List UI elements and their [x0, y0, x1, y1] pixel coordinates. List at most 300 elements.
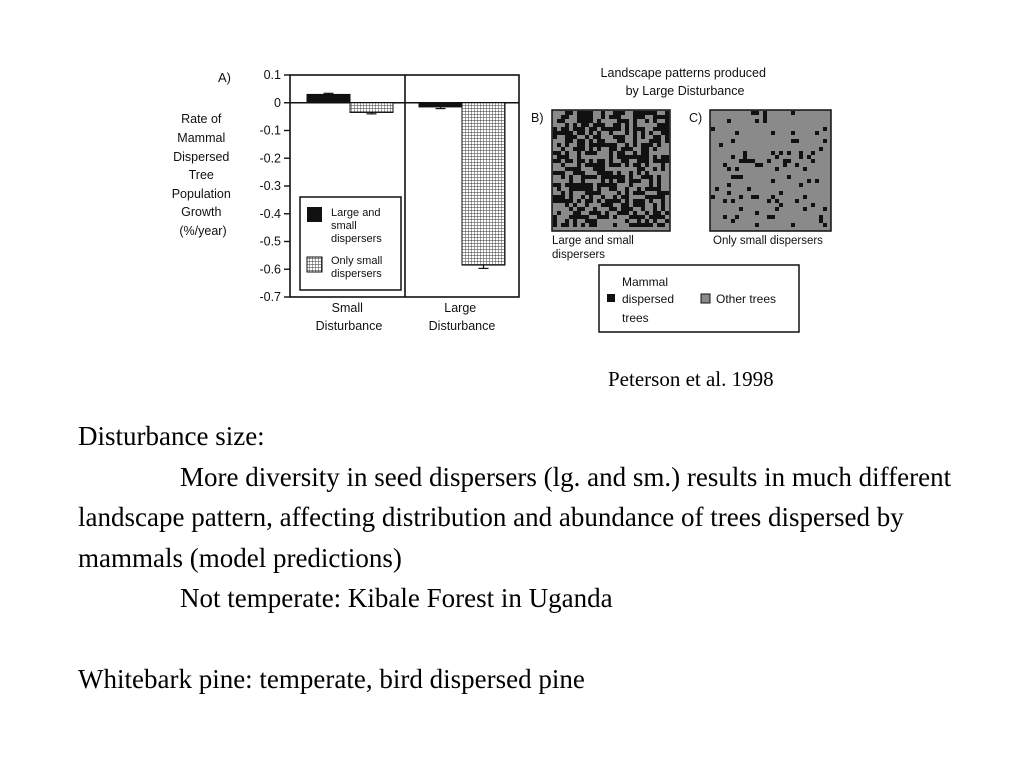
- mammal-tree-patch: [637, 191, 641, 195]
- mammal-tree-patch: [597, 211, 601, 215]
- mammal-tree-patch: [787, 159, 791, 163]
- mammal-tree-patch: [755, 163, 759, 167]
- mammal-tree-patch: [593, 127, 597, 131]
- mammal-tree-patch: [577, 163, 581, 167]
- mammal-tree-patch: [795, 163, 799, 167]
- mammal-tree-patch: [807, 155, 811, 159]
- mammal-tree-patch: [617, 163, 621, 167]
- mammal-tree-patch: [771, 151, 775, 155]
- mammal-tree-patch: [577, 127, 581, 131]
- mammal-tree-patch: [593, 211, 597, 215]
- mammal-tree-patch: [629, 207, 633, 211]
- bar-only-small-small-disturbance: [350, 103, 393, 113]
- mammal-tree-patch: [657, 183, 661, 187]
- mammal-tree-patch: [633, 139, 637, 143]
- mammal-tree-patch: [633, 143, 637, 147]
- mammal-tree-patch: [629, 171, 633, 175]
- mammal-tree-patch: [739, 159, 743, 163]
- mammal-tree-patch: [625, 199, 629, 203]
- mammal-tree-patch: [719, 143, 723, 147]
- mammal-tree-patch: [661, 199, 665, 203]
- mammal-tree-patch: [649, 223, 653, 227]
- mammal-tree-patch: [617, 127, 621, 131]
- mammal-tree-patch: [633, 127, 637, 131]
- mammal-tree-patch: [625, 163, 629, 167]
- mammal-tree-patch: [601, 203, 605, 207]
- mammal-tree-patch: [633, 163, 637, 167]
- mammal-tree-patch: [577, 159, 581, 163]
- mammal-tree-patch: [637, 215, 641, 219]
- mammal-tree-patch: [715, 187, 719, 191]
- mammal-tree-patch: [811, 151, 815, 155]
- mammal-tree-patch: [645, 155, 649, 159]
- mammal-tree-patch: [791, 139, 795, 143]
- landscape-legend: [599, 265, 799, 332]
- mammal-tree-patch: [625, 219, 629, 223]
- mammal-tree-patch: [633, 203, 637, 207]
- mammal-tree-patch: [625, 187, 629, 191]
- mammal-tree-patch: [605, 143, 609, 147]
- legend-swatch-only-small: [307, 257, 322, 272]
- mammal-tree-patch: [759, 163, 763, 167]
- mammal-tree-patch: [613, 187, 617, 191]
- mammal-tree-patch: [597, 143, 601, 147]
- mammal-tree-patch: [577, 119, 581, 123]
- body-paragraph-diversity: More diversity in seed dispersers (lg. and sm.) results in much different landscape pattern, affecting distribution and abundance of trees dispersed by mammals (model predictions): [78, 461, 952, 573]
- mammal-tree-patch: [613, 215, 617, 219]
- mammal-tree-patch: [605, 175, 609, 179]
- mammal-tree-patch: [637, 115, 641, 119]
- mammal-tree-patch: [569, 139, 573, 143]
- mammal-tree-patch: [653, 219, 657, 223]
- mammal-tree-patch: [625, 123, 629, 127]
- mammal-tree-patch: [621, 147, 625, 151]
- mammal-tree-patch: [617, 175, 621, 179]
- mammal-tree-patch: [731, 199, 735, 203]
- mammal-tree-patch: [589, 175, 593, 179]
- mammal-tree-patch: [613, 147, 617, 151]
- mammal-tree-patch: [661, 167, 665, 171]
- mammal-tree-patch: [621, 175, 625, 179]
- mammal-tree-patch: [625, 203, 629, 207]
- bar-large-small-small-disturbance: [307, 94, 350, 102]
- mammal-tree-patch: [609, 151, 613, 155]
- mammal-tree-patch: [645, 171, 649, 175]
- mammal-tree-patch: [577, 183, 581, 187]
- mammal-tree-patch: [581, 131, 585, 135]
- mammal-tree-patch: [609, 187, 613, 191]
- mammal-tree-patch: [633, 111, 637, 115]
- mammal-tree-patch: [573, 211, 577, 215]
- legend-swatch-mammal-trees: [607, 294, 615, 302]
- mammal-tree-patch: [661, 127, 665, 131]
- mammal-tree-patch: [795, 199, 799, 203]
- legend-label-mammal-trees: Mammal dispersed trees: [622, 275, 675, 325]
- x-category-small: Small Disturbance: [315, 301, 383, 333]
- mammal-tree-patch: [661, 223, 665, 227]
- mammal-tree-patch: [605, 171, 609, 175]
- mammal-tree-patch: [823, 207, 827, 211]
- mammal-tree-patch: [645, 151, 649, 155]
- mammal-tree-patch: [617, 115, 621, 119]
- mammal-tree-patch: [601, 195, 605, 199]
- mammal-tree-patch: [569, 111, 573, 115]
- mammal-tree-patch: [657, 115, 661, 119]
- mammal-tree-patch: [751, 159, 755, 163]
- mammal-tree-patch: [577, 147, 581, 151]
- mammal-tree-patch: [557, 119, 561, 123]
- mammal-tree-patch: [649, 195, 653, 199]
- mammal-tree-patch: [823, 139, 827, 143]
- mammal-tree-patch: [597, 147, 601, 151]
- mammal-tree-patch: [601, 215, 605, 219]
- landscape-title: Landscape patterns produced by Large Disturbance: [600, 66, 766, 98]
- mammal-tree-patch: [637, 171, 641, 175]
- mammal-tree-patch: [565, 131, 569, 135]
- mammal-tree-patch: [661, 115, 665, 119]
- mammal-tree-patch: [641, 127, 645, 131]
- mammal-tree-patch: [755, 111, 759, 115]
- mammal-tree-patch: [617, 111, 621, 115]
- mammal-tree-patch: [577, 199, 581, 203]
- mammal-tree-patch: [613, 223, 617, 227]
- mammal-tree-patch: [771, 131, 775, 135]
- mammal-tree-patch: [585, 111, 589, 115]
- mammal-tree-patch: [617, 211, 621, 215]
- mammal-tree-patch: [637, 219, 641, 223]
- mammal-tree-patch: [553, 135, 557, 139]
- mammal-tree-patch: [581, 115, 585, 119]
- mammal-tree-patch: [625, 159, 629, 163]
- mammal-tree-patch: [581, 179, 585, 183]
- mammal-tree-patch: [561, 223, 565, 227]
- mammal-tree-patch: [585, 163, 589, 167]
- mammal-tree-patch: [621, 203, 625, 207]
- y-axis: [259, 68, 290, 304]
- mammal-tree-patch: [557, 151, 561, 155]
- mammal-tree-patch: [645, 223, 649, 227]
- mammal-tree-patch: [577, 131, 581, 135]
- mammal-tree-patch: [625, 207, 629, 211]
- mammal-tree-patch: [653, 115, 657, 119]
- mammal-tree-patch: [799, 155, 803, 159]
- mammal-tree-patch: [763, 115, 767, 119]
- mammal-tree-patch: [657, 211, 661, 215]
- mammal-tree-patch: [657, 195, 661, 199]
- mammal-tree-patch: [581, 187, 585, 191]
- body-line-not-temperate: Not temperate: Kibale Forest in Uganda: [180, 583, 613, 613]
- mammal-tree-patch: [637, 187, 641, 191]
- mammal-tree-patch: [739, 175, 743, 179]
- mammal-tree-patch: [755, 211, 759, 215]
- mammal-tree-patch: [593, 207, 597, 211]
- mammal-tree-patch: [597, 167, 601, 171]
- mammal-tree-patch: [601, 139, 605, 143]
- mammal-tree-patch: [573, 183, 577, 187]
- mammal-tree-patch: [641, 223, 645, 227]
- mammal-tree-patch: [657, 215, 661, 219]
- mammal-tree-patch: [665, 135, 669, 139]
- mammal-tree-patch: [581, 223, 585, 227]
- mammal-tree-patch: [609, 163, 613, 167]
- mammal-tree-patch: [617, 135, 621, 139]
- mammal-tree-patch: [601, 179, 605, 183]
- mammal-tree-patch: [771, 215, 775, 219]
- mammal-tree-patch: [775, 207, 779, 211]
- mammal-tree-patch: [779, 203, 783, 207]
- mammal-tree-patch: [735, 175, 739, 179]
- mammal-tree-patch: [621, 151, 625, 155]
- mammal-tree-patch: [653, 147, 657, 151]
- mammal-tree-patch: [641, 175, 645, 179]
- mammal-tree-patch: [565, 219, 569, 223]
- mammal-tree-patch: [609, 159, 613, 163]
- mammal-tree-patch: [641, 199, 645, 203]
- y-axis-title-line: Tree: [188, 168, 214, 182]
- mammal-tree-patch: [641, 151, 645, 155]
- mammal-tree-patch: [553, 219, 557, 223]
- mammal-tree-patch: [723, 215, 727, 219]
- mammal-tree-patch: [613, 195, 617, 199]
- mammal-tree-patch: [633, 135, 637, 139]
- mammal-tree-patch: [593, 223, 597, 227]
- mammal-tree-patch: [657, 123, 661, 127]
- mammal-tree-patch: [633, 131, 637, 135]
- mammal-tree-patch: [609, 131, 613, 135]
- mammal-tree-patch: [621, 159, 625, 163]
- mammal-tree-patch: [641, 115, 645, 119]
- y-axis-title-line: Mammal: [177, 131, 226, 145]
- mammal-tree-patch: [629, 175, 633, 179]
- mammal-tree-patch: [763, 111, 767, 115]
- mammal-tree-patch: [629, 215, 633, 219]
- mammal-tree-patch: [609, 179, 613, 183]
- mammal-tree-patch: [775, 167, 779, 171]
- figure-peterson: [0, 0, 1024, 360]
- mammal-tree-patch: [621, 111, 625, 115]
- landscape-map-c: [710, 110, 831, 231]
- mammal-tree-patch: [755, 195, 759, 199]
- mammal-tree-patch: [569, 195, 573, 199]
- mammal-tree-patch: [561, 175, 565, 179]
- mammal-tree-patch: [565, 127, 569, 131]
- mammal-tree-patch: [783, 163, 787, 167]
- bar-large-small-large-disturbance: [419, 103, 462, 107]
- mammal-tree-patch: [565, 111, 569, 115]
- mammal-tree-patch: [637, 203, 641, 207]
- mammal-tree-patch: [585, 215, 589, 219]
- mammal-tree-patch: [613, 123, 617, 127]
- bar-only-small-large-disturbance: [462, 103, 505, 265]
- x-category-large: Large Disturbance: [428, 301, 496, 333]
- mammal-tree-patch: [569, 175, 573, 179]
- mammal-tree-patch: [653, 211, 657, 215]
- mammal-tree-patch: [617, 171, 621, 175]
- mammal-tree-patch: [565, 159, 569, 163]
- mammal-tree-patch: [653, 207, 657, 211]
- mammal-tree-patch: [565, 139, 569, 143]
- mammal-tree-patch: [565, 151, 569, 155]
- mammal-tree-patch: [601, 115, 605, 119]
- mammal-tree-patch: [723, 199, 727, 203]
- mammal-tree-patch: [589, 151, 593, 155]
- y-tick-label: -0.6: [259, 262, 281, 277]
- mammal-tree-patch: [573, 147, 577, 151]
- mammal-tree-patch: [645, 111, 649, 115]
- legend-label-large-small: Large and small dispersers: [331, 207, 382, 245]
- mammal-tree-patch: [573, 127, 577, 131]
- mammal-tree-patch: [641, 191, 645, 195]
- landscape-map-b: [552, 110, 670, 231]
- mammal-tree-patch: [661, 203, 665, 207]
- mammal-tree-patch: [617, 151, 621, 155]
- mammal-tree-patch: [653, 111, 657, 115]
- mammal-tree-patch: [653, 135, 657, 139]
- mammal-tree-patch: [621, 135, 625, 139]
- mammal-tree-patch: [661, 131, 665, 135]
- mammal-tree-patch: [613, 199, 617, 203]
- mammal-tree-patch: [665, 219, 669, 223]
- mammal-tree-patch: [557, 143, 561, 147]
- mammal-tree-patch: [731, 155, 735, 159]
- mammal-tree-patch: [561, 155, 565, 159]
- mammal-tree-patch: [645, 143, 649, 147]
- mammal-tree-patch: [581, 171, 585, 175]
- legend-swatch-other-trees: [701, 294, 710, 303]
- mammal-tree-patch: [573, 219, 577, 223]
- mammal-tree-patch: [755, 119, 759, 123]
- mammal-tree-patch: [581, 143, 585, 147]
- mammal-tree-patch: [585, 115, 589, 119]
- mammal-tree-patch: [597, 171, 601, 175]
- mammal-tree-patch: [605, 211, 609, 215]
- mammal-tree-patch: [641, 147, 645, 151]
- mammal-tree-patch: [565, 115, 569, 119]
- mammal-tree-patch: [661, 191, 665, 195]
- mammal-tree-patch: [811, 159, 815, 163]
- mammal-tree-patch: [815, 179, 819, 183]
- mammal-tree-patch: [613, 175, 617, 179]
- mammal-tree-patch: [637, 155, 641, 159]
- mammal-tree-patch: [803, 207, 807, 211]
- mammal-tree-patch: [661, 159, 665, 163]
- mammal-tree-patch: [633, 199, 637, 203]
- mammal-tree-patch: [565, 155, 569, 159]
- mammal-tree-patch: [577, 155, 581, 159]
- mammal-tree-patch: [553, 127, 557, 131]
- mammal-tree-patch: [743, 155, 747, 159]
- mammal-tree-patch: [589, 143, 593, 147]
- mammal-tree-patch: [653, 139, 657, 143]
- mammal-tree-patch: [665, 211, 669, 215]
- mammal-tree-patch: [577, 207, 581, 211]
- mammal-tree-patch: [573, 215, 577, 219]
- mammal-tree-patch: [783, 159, 787, 163]
- mammal-tree-patch: [819, 215, 823, 219]
- y-tick-label: -0.2: [259, 151, 281, 166]
- mammal-tree-patch: [573, 223, 577, 227]
- mammal-tree-patch: [565, 135, 569, 139]
- mammal-tree-patch: [569, 183, 573, 187]
- mammal-tree-patch: [581, 207, 585, 211]
- mammal-tree-patch: [609, 183, 613, 187]
- mammal-tree-patch: [597, 139, 601, 143]
- mammal-tree-patch: [751, 195, 755, 199]
- mammal-tree-patch: [585, 199, 589, 203]
- mammal-tree-patch: [633, 223, 637, 227]
- mammal-tree-patch: [657, 127, 661, 131]
- mammal-tree-patch: [649, 187, 653, 191]
- mammal-tree-patch: [645, 195, 649, 199]
- mammal-tree-patch: [609, 199, 613, 203]
- mammal-tree-patch: [823, 127, 827, 131]
- mammal-tree-patch: [565, 199, 569, 203]
- mammal-tree-patch: [605, 215, 609, 219]
- mammal-tree-patch: [755, 223, 759, 227]
- mammal-tree-patch: [653, 215, 657, 219]
- mammal-tree-patch: [633, 119, 637, 123]
- mammal-tree-patch: [577, 171, 581, 175]
- mammal-tree-patch: [633, 123, 637, 127]
- mammal-tree-patch: [665, 159, 669, 163]
- mammal-tree-patch: [561, 127, 565, 131]
- mammal-tree-patch: [561, 119, 565, 123]
- mammal-tree-patch: [561, 191, 565, 195]
- mammal-tree-patch: [617, 139, 621, 143]
- mammal-tree-patch: [597, 163, 601, 167]
- mammal-tree-patch: [637, 159, 641, 163]
- mammal-tree-patch: [727, 191, 731, 195]
- mammal-tree-patch: [731, 219, 735, 223]
- mammal-tree-patch: [645, 175, 649, 179]
- mammal-tree-patch: [625, 195, 629, 199]
- mammal-tree-patch: [779, 151, 783, 155]
- mammal-tree-patch: [665, 191, 669, 195]
- mammal-tree-patch: [557, 159, 561, 163]
- mammal-tree-patch: [577, 111, 581, 115]
- mammal-tree-patch: [711, 127, 715, 131]
- mammal-tree-patch: [727, 167, 731, 171]
- y-tick-label: -0.7: [259, 290, 281, 304]
- mammal-tree-patch: [577, 115, 581, 119]
- mammal-tree-patch: [597, 119, 601, 123]
- mammal-tree-patch: [561, 131, 565, 135]
- mammal-tree-patch: [597, 131, 601, 135]
- mammal-tree-patch: [645, 211, 649, 215]
- mammal-tree-patch: [561, 199, 565, 203]
- mammal-tree-patch: [649, 179, 653, 183]
- mammal-tree-patch: [771, 195, 775, 199]
- mammal-tree-patch: [641, 143, 645, 147]
- mammal-tree-patch: [629, 179, 633, 183]
- mammal-tree-patch: [637, 163, 641, 167]
- mammal-tree-patch: [589, 191, 593, 195]
- mammal-tree-patch: [641, 215, 645, 219]
- mammal-tree-patch: [553, 151, 557, 155]
- mammal-tree-patch: [609, 175, 613, 179]
- mammal-tree-patch: [593, 167, 597, 171]
- mammal-tree-patch: [573, 203, 577, 207]
- mammal-tree-patch: [593, 219, 597, 223]
- y-axis-title-line: (%/year): [179, 224, 227, 238]
- mammal-tree-patch: [775, 199, 779, 203]
- mammal-tree-patch: [637, 179, 641, 183]
- mammal-tree-patch: [665, 119, 669, 123]
- mammal-tree-patch: [589, 187, 593, 191]
- mammal-tree-patch: [613, 183, 617, 187]
- mammal-tree-patch: [791, 111, 795, 115]
- mammal-tree-patch: [645, 147, 649, 151]
